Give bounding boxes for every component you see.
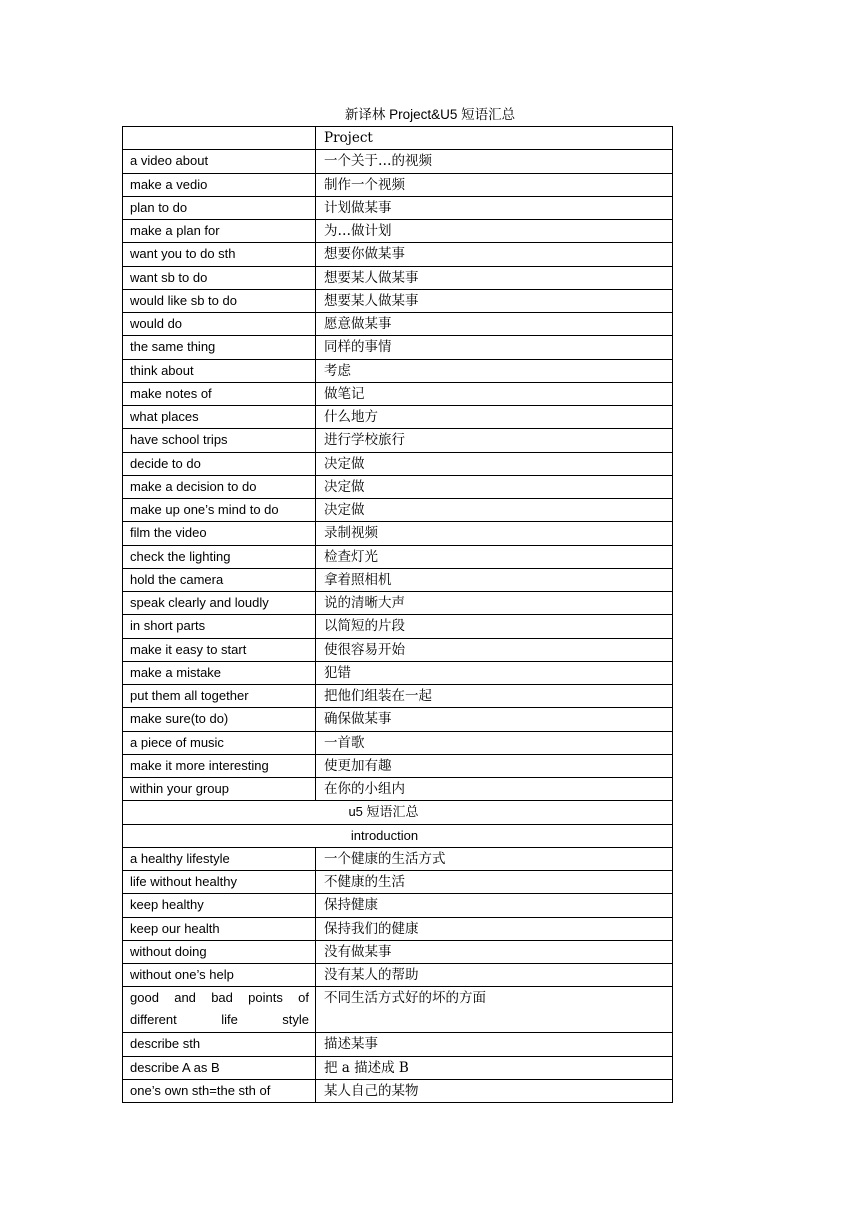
phrase-english: a video about bbox=[123, 150, 316, 173]
table-row bbox=[123, 220, 673, 243]
phrase-chinese: 决定做 bbox=[316, 499, 673, 522]
table-row bbox=[123, 685, 673, 708]
phrase-chinese: 确保做某事 bbox=[316, 708, 673, 731]
phrase-chinese: 做笔记 bbox=[316, 382, 673, 405]
table-row bbox=[123, 359, 673, 382]
phrase-english: life without healthy bbox=[123, 871, 316, 894]
phrase-english: describe sth bbox=[123, 1033, 316, 1056]
phrase-english: without one’s help bbox=[123, 964, 316, 987]
phrase-chinese: 把他们组装在一起 bbox=[316, 685, 673, 708]
phrase-chinese: 不健康的生活 bbox=[316, 871, 673, 894]
table-row bbox=[123, 894, 673, 917]
phrase-chinese: 录制视频 bbox=[316, 522, 673, 545]
phrase-english: make a mistake bbox=[123, 661, 316, 684]
phrase-chinese: 想要某人做某事 bbox=[316, 266, 673, 289]
phrase-english: make it easy to start bbox=[123, 638, 316, 661]
phrase-english: a piece of music bbox=[123, 731, 316, 754]
table-row bbox=[123, 313, 673, 336]
phrase-table bbox=[122, 126, 673, 1103]
phrase-english: want sb to do bbox=[123, 266, 316, 289]
table-row bbox=[123, 406, 673, 429]
table-row bbox=[123, 754, 673, 777]
phrase-english: think about bbox=[123, 359, 316, 382]
table-row bbox=[123, 452, 673, 475]
table-row bbox=[123, 127, 673, 150]
table-row bbox=[123, 615, 673, 638]
table-row bbox=[123, 196, 673, 219]
phrase-chinese: 什么地方 bbox=[316, 406, 673, 429]
phrase-english: good and bad points of different life style bbox=[123, 987, 316, 1033]
phrase-chinese: 愿意做某事 bbox=[316, 313, 673, 336]
table-row bbox=[123, 987, 673, 1033]
phrase-chinese: 一个关于…的视频 bbox=[316, 150, 673, 173]
phrase-chinese: 犯错 bbox=[316, 661, 673, 684]
table-row bbox=[123, 150, 673, 173]
phrase-english: make up one’s mind to do bbox=[123, 499, 316, 522]
phrase-chinese: 为…做计划 bbox=[316, 220, 673, 243]
table-row bbox=[123, 429, 673, 452]
table-row bbox=[123, 336, 673, 359]
phrase-chinese: 保持健康 bbox=[316, 894, 673, 917]
phrase-chinese: 使更加有趣 bbox=[316, 754, 673, 777]
phrase-chinese: 说的清晰大声 bbox=[316, 592, 673, 615]
table-row bbox=[123, 778, 673, 801]
table-row bbox=[123, 545, 673, 568]
phrase-english: make it more interesting bbox=[123, 754, 316, 777]
table-row bbox=[123, 266, 673, 289]
table-row bbox=[123, 940, 673, 963]
table-row bbox=[123, 522, 673, 545]
table-row bbox=[123, 592, 673, 615]
phrase-english: the same thing bbox=[123, 336, 316, 359]
section-row bbox=[123, 801, 673, 824]
phrase-english: make a vedio bbox=[123, 173, 316, 196]
phrase-chinese: 同样的事情 bbox=[316, 336, 673, 359]
phrase-english: plan to do bbox=[123, 196, 316, 219]
phrase-english: make a plan for bbox=[123, 220, 316, 243]
phrase-english: describe A as B bbox=[123, 1056, 316, 1079]
table-row bbox=[123, 289, 673, 312]
phrase-english: in short parts bbox=[123, 615, 316, 638]
table-row bbox=[123, 475, 673, 498]
table-row bbox=[123, 499, 673, 522]
phrase-english: within your group bbox=[123, 778, 316, 801]
table-row bbox=[123, 847, 673, 870]
table-row bbox=[123, 638, 673, 661]
phrase-english: put them all together bbox=[123, 685, 316, 708]
phrase-chinese: 不同生活方式好的坏的方面 bbox=[316, 987, 673, 1033]
project-header: Project bbox=[316, 127, 673, 150]
table-row bbox=[123, 731, 673, 754]
phrase-english: make sure(to do) bbox=[123, 708, 316, 731]
phrase-chinese: 考虑 bbox=[316, 359, 673, 382]
phrase-table-body bbox=[123, 127, 673, 1103]
table-row bbox=[123, 1033, 673, 1056]
phrase-english: make notes of bbox=[123, 382, 316, 405]
phrase-english: would like sb to do bbox=[123, 289, 316, 312]
phrase-chinese: 使很容易开始 bbox=[316, 638, 673, 661]
phrase-chinese: 想要某人做某事 bbox=[316, 289, 673, 312]
table-row bbox=[123, 708, 673, 731]
phrase-chinese: 决定做 bbox=[316, 475, 673, 498]
phrase-chinese: 检查灯光 bbox=[316, 545, 673, 568]
phrase-english: hold the camera bbox=[123, 568, 316, 591]
phrase-chinese: 想要你做某事 bbox=[316, 243, 673, 266]
table-row bbox=[123, 1056, 673, 1079]
table-row bbox=[123, 964, 673, 987]
phrase-english: keep healthy bbox=[123, 894, 316, 917]
table-row bbox=[123, 917, 673, 940]
phrase-english: without doing bbox=[123, 940, 316, 963]
phrase-chinese: 决定做 bbox=[316, 452, 673, 475]
phrase-english: make a decision to do bbox=[123, 475, 316, 498]
phrase-chinese: 在你的小组内 bbox=[316, 778, 673, 801]
u5-section-header: u5 短语汇总 bbox=[123, 801, 673, 824]
phrase-chinese: 制作一个视频 bbox=[316, 173, 673, 196]
phrase-chinese: 以简短的片段 bbox=[316, 615, 673, 638]
phrase-english: what places bbox=[123, 406, 316, 429]
page-title: 新译林 Project&U5 短语汇总 bbox=[344, 107, 516, 122]
phrase-chinese: 一首歌 bbox=[316, 731, 673, 754]
table-row bbox=[123, 1079, 673, 1102]
table-row bbox=[123, 661, 673, 684]
phrase-chinese: 一个健康的生活方式 bbox=[316, 847, 673, 870]
table-row bbox=[123, 173, 673, 196]
phrase-english: decide to do bbox=[123, 452, 316, 475]
phrase-english: have school trips bbox=[123, 429, 316, 452]
phrase-chinese: 把 a 描述成 B bbox=[316, 1056, 673, 1079]
phrase-chinese: 拿着照相机 bbox=[316, 568, 673, 591]
table-row bbox=[123, 243, 673, 266]
phrase-english: keep our health bbox=[123, 917, 316, 940]
phrase-chinese: 没有某人的帮助 bbox=[316, 964, 673, 987]
phrase-english: want you to do sth bbox=[123, 243, 316, 266]
phrase-chinese: 计划做某事 bbox=[316, 196, 673, 219]
phrase-english: speak clearly and loudly bbox=[123, 592, 316, 615]
phrase-chinese: 某人自己的某物 bbox=[316, 1079, 673, 1102]
phrase-english: one’s own sth=the sth of bbox=[123, 1079, 316, 1102]
table-row bbox=[123, 871, 673, 894]
phrase-chinese: 进行学校旅行 bbox=[316, 429, 673, 452]
phrase-english: a healthy lifestyle bbox=[123, 847, 316, 870]
phrase-english: film the video bbox=[123, 522, 316, 545]
section-row bbox=[123, 824, 673, 847]
phrase-chinese: 描述某事 bbox=[316, 1033, 673, 1056]
phrase-english: would do bbox=[123, 313, 316, 336]
phrase-english: check the lighting bbox=[123, 545, 316, 568]
english-cell bbox=[123, 127, 316, 150]
table-row bbox=[123, 382, 673, 405]
introduction-header: introduction bbox=[123, 824, 673, 847]
table-row bbox=[123, 568, 673, 591]
phrase-chinese: 没有做某事 bbox=[316, 940, 673, 963]
phrase-chinese: 保持我们的健康 bbox=[316, 917, 673, 940]
